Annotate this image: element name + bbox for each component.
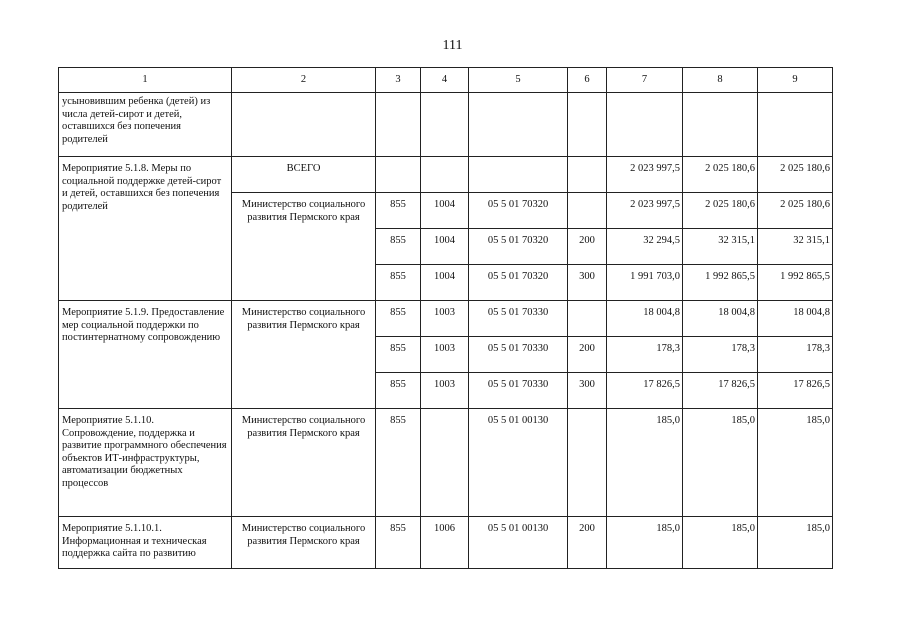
page-number: 111 [442, 38, 463, 53]
column-header-7: 7 [607, 68, 683, 93]
code-col6: 200 [568, 229, 607, 265]
code-col4: 1003 [421, 301, 469, 337]
value-col9: 18 004,8 [758, 301, 833, 337]
value-col7: 17 826,5 [607, 373, 683, 409]
code-col5: 05 5 01 00130 [469, 517, 568, 569]
code-col4: 1003 [421, 373, 469, 409]
value-col8: 1 992 865,5 [683, 265, 758, 301]
code-col6: 200 [568, 517, 607, 569]
org-name: Министерство социального развития Пермского края [232, 409, 376, 517]
org-name: Министерство социального развития Пермского края [232, 517, 376, 569]
table-row [59, 301, 833, 337]
code-col4 [421, 409, 469, 517]
column-header-2: 2 [232, 68, 376, 93]
value-col9: 17 826,5 [758, 373, 833, 409]
value-col8: 18 004,8 [683, 301, 758, 337]
column-header-9: 9 [758, 68, 833, 93]
code-col6: 200 [568, 337, 607, 373]
value-col9: 32 315,1 [758, 229, 833, 265]
empty-cell [232, 93, 376, 157]
code-col5: 05 5 01 70330 [469, 373, 568, 409]
code-col5: 05 5 01 70330 [469, 301, 568, 337]
column-header-6: 6 [568, 68, 607, 93]
header-row [59, 68, 833, 93]
empty-cell [568, 157, 607, 193]
code-col3: 855 [376, 193, 421, 229]
code-col6 [568, 193, 607, 229]
column-header-8: 8 [683, 68, 758, 93]
column-header-5: 5 [469, 68, 568, 93]
org-name: Министерство социального развития Пермского края [232, 193, 376, 301]
empty-cell [421, 157, 469, 193]
value-col7: 32 294,5 [607, 229, 683, 265]
code-col5: 05 5 01 70320 [469, 229, 568, 265]
value-col7: 185,0 [607, 517, 683, 569]
code-col3: 855 [376, 517, 421, 569]
column-header-1: 1 [59, 68, 232, 93]
value-col8: 185,0 [683, 409, 758, 517]
measure-description: Мероприятие 5.1.8. Меры по социальной поддержке детей-сирот и детей, оставшихся без попечения родителей [59, 157, 232, 301]
column-header-3: 3 [376, 68, 421, 93]
value-col8: 32 315,1 [683, 229, 758, 265]
empty-cell [421, 93, 469, 157]
value-col9: 2 025 180,6 [758, 157, 833, 193]
value-col7: 18 004,8 [607, 301, 683, 337]
org-total-label: ВСЕГО [232, 157, 376, 193]
code-col6 [568, 409, 607, 517]
empty-cell [376, 157, 421, 193]
value-col7: 2 023 997,5 [607, 157, 683, 193]
code-col6 [568, 301, 607, 337]
code-col3: 855 [376, 337, 421, 373]
column-header-4: 4 [421, 68, 469, 93]
table-row [59, 93, 833, 157]
empty-cell [607, 93, 683, 157]
code-col4: 1004 [421, 229, 469, 265]
measure-description: усыновившим ребенка (детей) из числа детей-сирот и детей, оставшихся без попечения родителей [59, 93, 232, 157]
empty-cell [469, 93, 568, 157]
code-col5: 05 5 01 70320 [469, 265, 568, 301]
value-col9: 185,0 [758, 409, 833, 517]
empty-cell [376, 93, 421, 157]
value-col9: 178,3 [758, 337, 833, 373]
empty-cell [758, 93, 833, 157]
value-col8: 185,0 [683, 517, 758, 569]
value-col7: 1 991 703,0 [607, 265, 683, 301]
value-col7: 2 023 997,5 [607, 193, 683, 229]
empty-cell [568, 93, 607, 157]
value-col9: 2 025 180,6 [758, 193, 833, 229]
code-col4: 1003 [421, 337, 469, 373]
measure-description: Мероприятие 5.1.10. Сопровождение, поддержка и развитие программного обеспечения объектов ИТ-инфраструктуры, автоматизации бюджетных процессов [59, 409, 232, 517]
value-col9: 185,0 [758, 517, 833, 569]
code-col5: 05 5 01 70320 [469, 193, 568, 229]
code-col3: 855 [376, 409, 421, 517]
code-col6: 300 [568, 265, 607, 301]
table-row [59, 157, 833, 193]
empty-cell [683, 93, 758, 157]
value-col7: 178,3 [607, 337, 683, 373]
code-col3: 855 [376, 301, 421, 337]
code-col5: 05 5 01 70330 [469, 337, 568, 373]
value-col7: 185,0 [607, 409, 683, 517]
table-row [59, 517, 833, 569]
code-col5: 05 5 01 00130 [469, 409, 568, 517]
org-name: Министерство социального развития Пермского края [232, 301, 376, 409]
code-col6: 300 [568, 373, 607, 409]
measure-description: Мероприятие 5.1.9. Предоставление мер социальной поддержки по постинтернатному сопровождению [59, 301, 232, 409]
code-col4: 1006 [421, 517, 469, 569]
code-col4: 1004 [421, 193, 469, 229]
empty-cell [469, 157, 568, 193]
code-col3: 855 [376, 265, 421, 301]
table-row [59, 409, 833, 517]
measure-description: Мероприятие 5.1.10.1. Информационная и техническая поддержка сайта по развитию [59, 517, 232, 569]
code-col3: 855 [376, 229, 421, 265]
code-col4: 1004 [421, 265, 469, 301]
budget-table [58, 67, 833, 569]
value-col8: 178,3 [683, 337, 758, 373]
value-col9: 1 992 865,5 [758, 265, 833, 301]
value-col8: 2 025 180,6 [683, 193, 758, 229]
value-col8: 2 025 180,6 [683, 157, 758, 193]
code-col3: 855 [376, 373, 421, 409]
value-col8: 17 826,5 [683, 373, 758, 409]
